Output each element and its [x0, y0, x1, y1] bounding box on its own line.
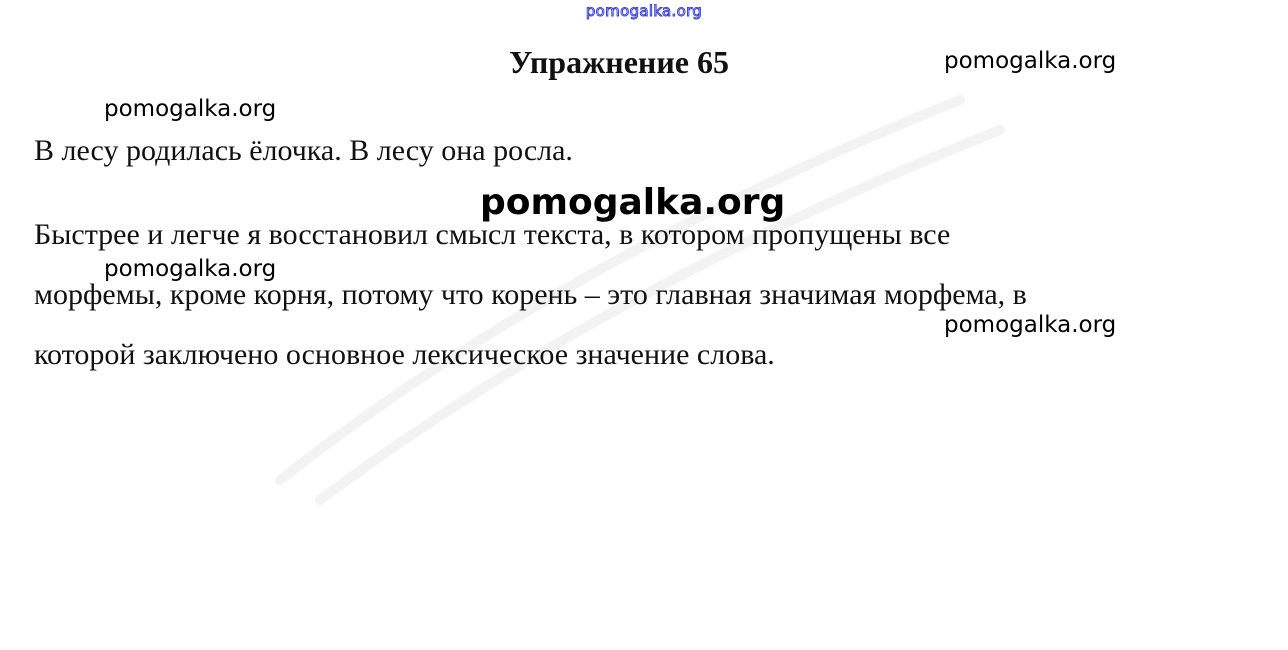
exercise-title: Упражнение 65: [508, 44, 729, 80]
body-line-1: В лесу родилась ёлочка. В лесу она росла.: [34, 134, 573, 167]
watermark-left-1: pomogalka.org: [104, 96, 277, 122]
watermark-right-2: pomogalka.org: [944, 312, 1117, 338]
body-line-3: морфемы, кроме корня, потому что корень – это главная значимая морфема, в: [34, 278, 1027, 311]
watermark-left-2: pomogalka.org: [104, 256, 277, 282]
body-line-2: Быстрее и легче я восстановил смысл текста, в котором пропущены все: [34, 218, 951, 251]
watermark-top-right: pomogalka.org: [944, 48, 1117, 74]
watermark-center-large: pomogalka.org: [480, 182, 786, 223]
body-line-4: которой заключено основное лексическое значение слова.: [34, 338, 775, 371]
header-watermark: pomogalka.org: [585, 2, 703, 20]
